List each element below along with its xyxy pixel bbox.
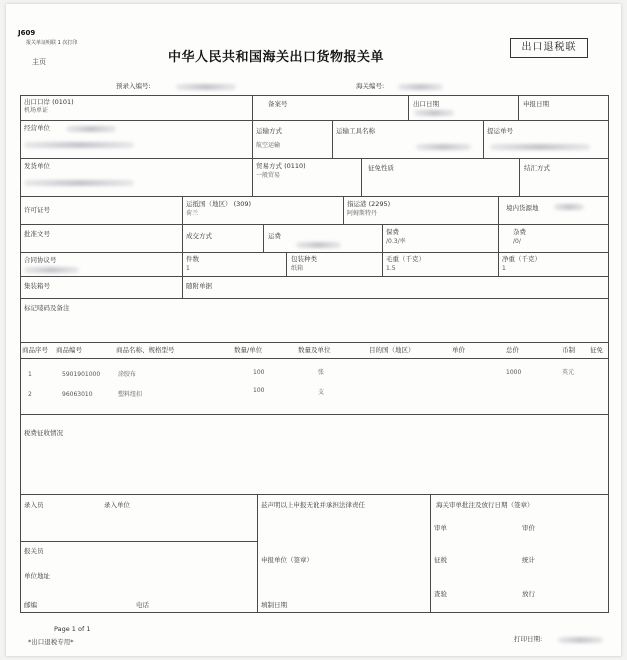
declaration-statement: 兹声明以上申报无讹并承担法律责任 <box>261 501 365 509</box>
goods-row-code: 96063010 <box>62 391 93 398</box>
grid-line <box>20 95 609 96</box>
goods-row-no: 1 <box>28 371 32 378</box>
grid-line <box>20 541 257 542</box>
marks-label: 标记唛码及备注 <box>24 304 70 312</box>
page-info: Page 1 of 1 <box>54 625 91 633</box>
export-date-label: 出口日期 <box>413 100 439 108</box>
grid-line <box>483 120 484 158</box>
transport-mode-value: 航空运输 <box>256 142 281 149</box>
shipper-label: 发货单位 <box>24 162 50 170</box>
dest-country-label: 运抵国（地区） (309) <box>186 200 252 208</box>
grid-line <box>498 196 499 276</box>
pre-entry-label: 预录入编号: <box>116 82 151 90</box>
goods-row-name: 塑料纽扣 <box>118 391 143 398</box>
export-date-redacted <box>414 110 454 116</box>
declare-date-label: 申报日期 <box>523 100 549 108</box>
grid-line <box>20 494 609 495</box>
goods-row-qty: 100 <box>253 387 265 394</box>
grid-line <box>332 120 333 158</box>
misc-value: /0/ <box>513 238 521 245</box>
grid-line <box>361 158 362 196</box>
shipper-redacted <box>24 180 134 186</box>
operator-label: 经营单位 <box>24 124 50 132</box>
transport-tool-label: 运输工具名称 <box>336 127 375 135</box>
grid-line <box>263 224 264 252</box>
trade-mode-value: 一般贸易 <box>256 172 281 179</box>
grid-line <box>408 95 409 120</box>
statistics-label: 统计 <box>522 556 535 564</box>
approval-label: 批准文号 <box>24 230 50 238</box>
package-value: 纸箱 <box>291 265 304 272</box>
license-label: 许可证号 <box>24 206 50 214</box>
grid-line <box>20 196 609 197</box>
print-date-label: 打印日期: <box>514 635 543 643</box>
goods-header-qty-unit: 数量/单位 <box>234 346 263 354</box>
copy-label: 主页 <box>32 58 46 66</box>
contract-redacted <box>24 267 79 273</box>
fill-date-label: 填制日期 <box>261 601 287 609</box>
trade-mode-label: 贸易方式 (0110) <box>256 162 306 170</box>
operator-redacted <box>66 126 116 132</box>
goods-row-total: 1000 <box>506 369 522 376</box>
goods-header-exemption: 征免 <box>590 346 603 354</box>
freight-label: 运费 <box>268 232 281 240</box>
entry-clerk-label: 录入员 <box>24 501 44 509</box>
grid-line <box>182 252 183 298</box>
grid-line <box>518 95 519 120</box>
goods-header-qty: 数量及单位 <box>298 346 331 354</box>
goods-row-currency: 英元 <box>562 369 575 376</box>
grid-line <box>20 276 609 277</box>
exit-port-label: 出口口岸 (0101) <box>24 98 74 106</box>
goods-header-name: 商品名称、规格型号 <box>116 346 175 354</box>
print-date-redacted <box>558 637 603 643</box>
goods-header-seq: 商品序号 <box>22 346 48 354</box>
goods-header-price: 单价 <box>452 346 465 354</box>
grid-line <box>430 494 431 612</box>
grid-line <box>20 224 609 225</box>
goods-row-unit: 张 <box>318 369 325 376</box>
grid-line <box>20 414 609 415</box>
dest-port-value: 阿姆斯特丹 <box>347 210 378 217</box>
grid-line <box>608 95 609 612</box>
tax-label: 税费征收情况 <box>24 429 63 437</box>
form-title: 中华人民共和国海关出口货物报关单 <box>168 50 385 65</box>
release-label: 放行 <box>522 590 535 598</box>
goods-row-name: 涂胶布 <box>118 371 137 378</box>
grid-line <box>20 95 21 612</box>
customs-no-redacted <box>398 84 443 90</box>
goods-row-no: 2 <box>28 391 32 398</box>
declaration-form <box>6 4 621 656</box>
grid-line <box>182 196 183 252</box>
source-label: 境内货源地 <box>506 204 539 212</box>
deal-mode-label: 成交方式 <box>186 232 212 240</box>
grid-line <box>20 252 609 253</box>
container-label: 集装箱号 <box>24 282 50 290</box>
gross-label: 毛重（千克） <box>386 255 425 263</box>
customs-no-label: 海关编号: <box>356 82 385 90</box>
goods-header-currency: 币制 <box>562 346 575 354</box>
freight-redacted <box>296 242 341 248</box>
goods-row-qty: 100 <box>253 369 265 376</box>
dest-country-value: 荷兰 <box>186 210 199 217</box>
goods-row-code: 5901901000 <box>62 371 101 378</box>
grid-line <box>257 494 258 612</box>
form-sub-note: 报关单证明联 1 次打印 <box>26 40 78 46</box>
goods-header-code: 商品编号 <box>56 346 82 354</box>
customs-approval-label: 海关审单批注及放行日期（签章） <box>436 501 534 509</box>
operator-name-redacted <box>24 142 134 148</box>
grid-line <box>519 158 520 196</box>
phone-label: 电话 <box>136 601 149 609</box>
bill-no-redacted <box>490 144 590 150</box>
pieces-value: 1 <box>186 265 190 272</box>
net-label: 净重（千克） <box>502 255 541 263</box>
net-value: 1 <box>502 265 506 272</box>
review-label: 审单 <box>434 524 447 532</box>
form-code: J609 <box>18 29 36 37</box>
grid-line <box>20 120 609 121</box>
docs-label: 随附单据 <box>186 282 212 290</box>
unit-address-label: 单位地址 <box>24 572 50 580</box>
goods-header-dest: 目的国（地区） <box>369 346 415 354</box>
contract-label: 合同协议号 <box>24 256 57 264</box>
declare-unit-label: 申报单位（签章） <box>261 556 313 564</box>
postcode-label: 邮编 <box>24 601 37 609</box>
grid-line <box>20 158 609 159</box>
grid-line <box>20 298 609 299</box>
grid-line <box>20 342 609 343</box>
record-no-label: 备案号 <box>268 100 288 108</box>
gross-value: 1.5 <box>386 265 396 272</box>
grid-line <box>20 358 609 359</box>
declarant-label: 报关员 <box>24 547 44 555</box>
tax-refund-stamp: 出口退税联 <box>510 38 588 58</box>
pre-entry-redacted <box>176 84 236 90</box>
transport-tool-redacted <box>416 144 471 150</box>
bill-no-label: 提运单号 <box>487 127 513 135</box>
grid-line <box>20 612 609 613</box>
inspection-label: 查验 <box>434 590 447 598</box>
insurance-label: 保费 <box>386 228 399 236</box>
source-redacted <box>554 204 584 210</box>
audit-price-label: 审价 <box>522 524 535 532</box>
goods-header-total: 总价 <box>506 346 519 354</box>
exit-port-value: 机场单证 <box>24 107 49 114</box>
grid-line <box>382 224 383 276</box>
settlement-label: 结汇方式 <box>524 164 550 172</box>
dest-port-label: 指运港 (2295) <box>347 200 391 208</box>
tax-nature-label: 征免性质 <box>368 164 394 172</box>
entry-unit-label: 录入单位 <box>104 501 130 509</box>
pieces-label: 件数 <box>186 255 199 263</box>
grid-line <box>286 252 287 276</box>
tax-levy-label: 征税 <box>434 556 447 564</box>
misc-label: 杂费 <box>513 228 526 236</box>
goods-row-unit: 支 <box>318 389 325 396</box>
grid-line <box>252 95 253 196</box>
bottom-note: *出口退税专用* <box>28 638 74 646</box>
transport-mode-label: 运输方式 <box>256 127 282 135</box>
insurance-value: /0.3/率 <box>386 238 406 245</box>
grid-line <box>343 196 344 224</box>
package-label: 包装种类 <box>291 255 317 263</box>
